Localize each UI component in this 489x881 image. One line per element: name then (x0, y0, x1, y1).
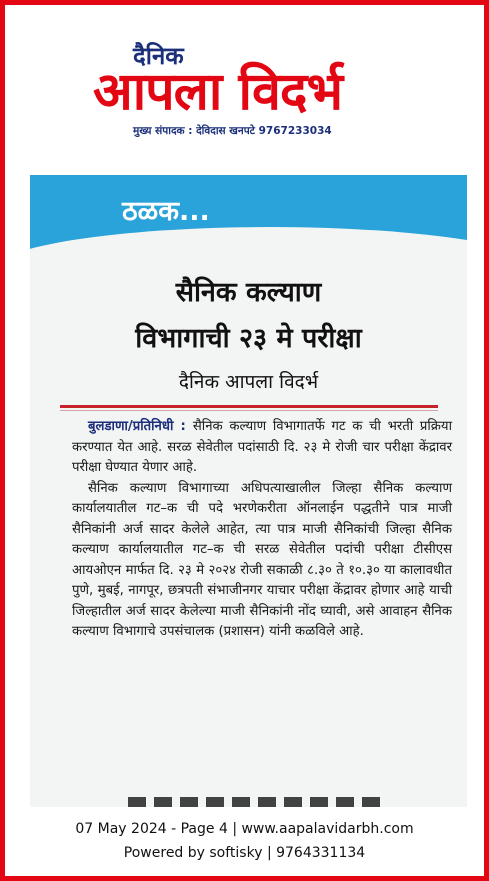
news-clipping (30, 175, 467, 807)
article-dateline: बुलडाणा/प्रतिनिधी : (88, 419, 193, 434)
divider-rule-thin (60, 410, 438, 411)
article-paragraph-1-text: सैनिक कल्याण विभागातर्फे गट क ची भरती प्रक्रिया करण्यात येत आहे. सरळ सेवेतील पदांसाठी दि. २३ मे रोजी चार परीक्षा केंद्रावर परीक्षा घेण्यात येणार आहे. (72, 419, 452, 475)
article-paragraph-2: सैनिक कल्याण विभागाच्या अधिपत्याखालील जिल्हा सैनिक कल्याण कार्यालयातील गट–क ची पदे भरणेकरीता ऑनलाईन पद्धतीने पात्र माजी सैनिकांनी अर्ज सादर केलेले आहेत, त्या पात्र माजी सैनिकांची जिल्हा सैनिक कल्याण कार्यालयातील गट–क ची सरळ सेवेतील पदांची परीक्षा टीसीएस आयओएन मार्फत दि. २३ मे २०२४ रोजी सकाळी ८.३० ते १०.३० या कालावधीत पुणे, मुबई, नागपूर, छत्रपती संभाजीनगर याचार परीक्षा केंद्रावर होणार आहे याची जिल्हातील अर्ज सादर केलेल्या माजी सैनिकांनी नोंद घ्यावी, असे आवाहन सैनिक कल्याण विभागाचे उपसंचालक (प्रशासन) यांनी कळविले आहे. (72, 480, 452, 639)
masthead-logo-title: आपला विदर्भ (93, 62, 343, 122)
divider-rule (60, 405, 438, 408)
headline-line-1: सैनिक कल्याण (175, 277, 322, 308)
article-body (72, 417, 452, 643)
footer-powered-by: Powered by softisky | 9764331134 (123, 845, 366, 861)
article-byline: दैनिक आपला विदर्भ (178, 371, 319, 393)
editor-credit (133, 124, 332, 138)
editor-name: देविदास खनपटे 9767233034 (196, 125, 332, 137)
article-paragraph-1 (72, 417, 452, 479)
section-banner-label: ठळक... (122, 196, 210, 227)
headline-line-2: विभागाची २३ मे परीक्षा (135, 323, 362, 354)
cropped-next-headline (128, 797, 388, 807)
editor-label: मुख्य संपादक : (133, 125, 197, 137)
footer-date-site: 07 May 2024 - Page 4 | www.aapalavidarbh.com (75, 821, 414, 837)
masthead (5, 5, 484, 155)
masthead-small-title: दैनिक (133, 42, 184, 70)
